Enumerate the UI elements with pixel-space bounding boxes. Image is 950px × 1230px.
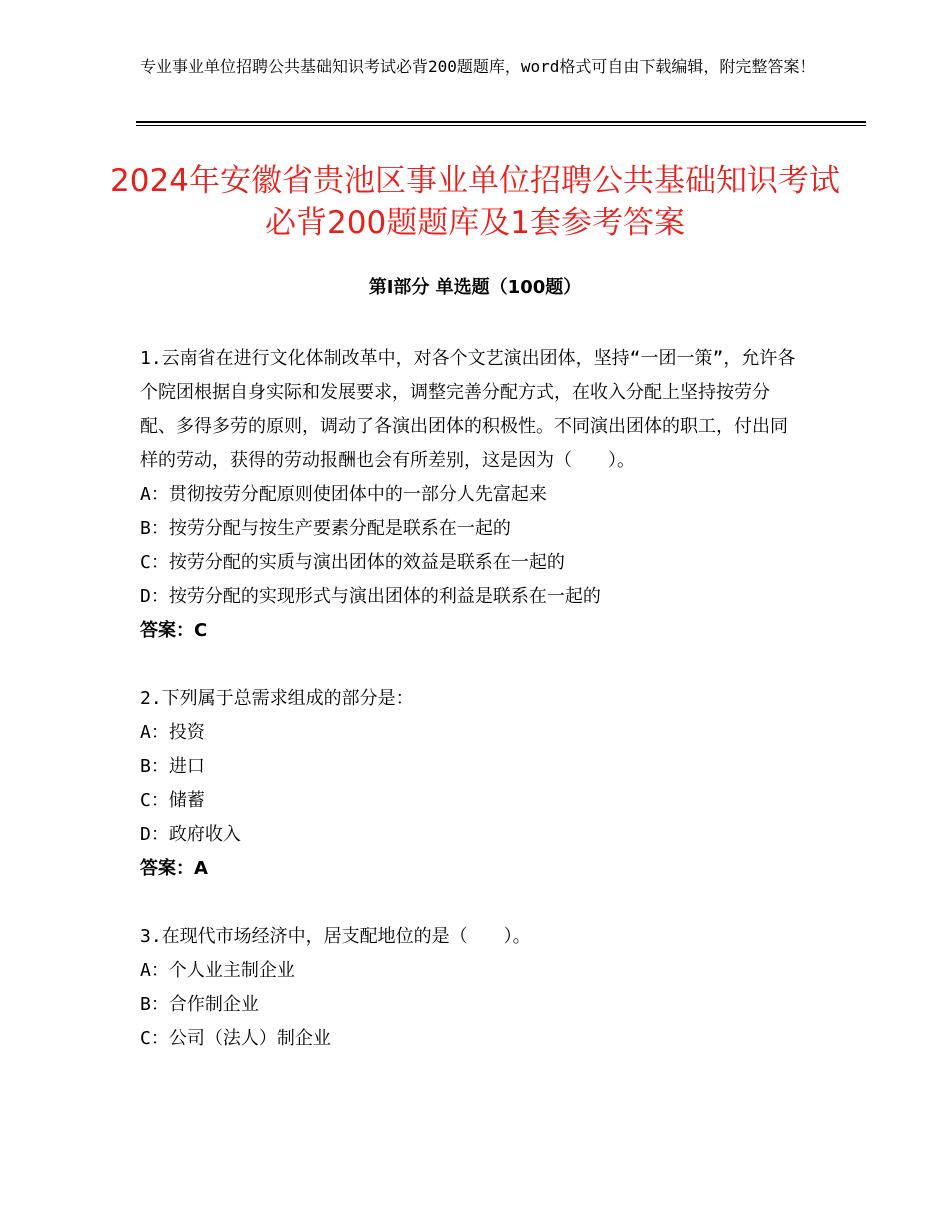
header-note: 专业事业单位招聘公共基础知识考试必背200题题库，word格式可自由下载编辑，附完整答案！	[140, 57, 816, 76]
option-c: C：按劳分配的实质与演出团体的效益是联系在一起的	[140, 552, 565, 573]
option-a: A：投资	[140, 722, 205, 743]
question-2	[140, 682, 800, 886]
header-rule-thin	[136, 125, 866, 126]
question-list	[140, 342, 800, 1090]
option-b: B：按劳分配与按生产要素分配是联系在一起的	[140, 518, 511, 539]
option-a: A：贯彻按劳分配原则使团体中的一部分人先富起来	[140, 484, 547, 505]
option-d: D：按劳分配的实现形式与演出团体的利益是联系在一起的	[140, 586, 601, 607]
question-stem: 3.在现代市场经济中，居支配地位的是（ ）。	[140, 926, 531, 947]
question-3	[140, 920, 800, 1056]
question-answer: 答案：A	[140, 858, 208, 879]
option-c: C：储蓄	[140, 790, 205, 811]
question-answer: 答案：C	[140, 620, 208, 641]
question-stem: 2.下列属于总需求组成的部分是：	[140, 688, 414, 709]
option-b: B：合作制企业	[140, 994, 259, 1015]
question-stem: 1.云南省在进行文化体制改革中，对各个文艺演出团体，坚持“一团一策”，允许各个院团根据自身实际和发展要求，调整完善分配方式，在收入分配上坚持按劳分配、多得多劳的原则，调动了各演出团体的积极性。不同演出团体的职工，付出同样的劳动，获得的劳动报酬也会有所差别，这是因为（ ）。	[140, 348, 796, 471]
header-rule-thick	[136, 121, 866, 123]
document-title: 2024年安徽省贵池区事业单位招聘公共基础知识考试必背200题题库及1套参考答案	[110, 163, 840, 241]
question-1	[140, 342, 800, 648]
option-a: A：个人业主制企业	[140, 960, 295, 981]
option-b: B：进口	[140, 756, 205, 777]
option-c: C：公司（法人）制企业	[140, 1028, 331, 1049]
section-title: 第Ⅰ部分 单选题（100题）	[368, 277, 582, 298]
option-d: D：政府收入	[140, 824, 241, 845]
